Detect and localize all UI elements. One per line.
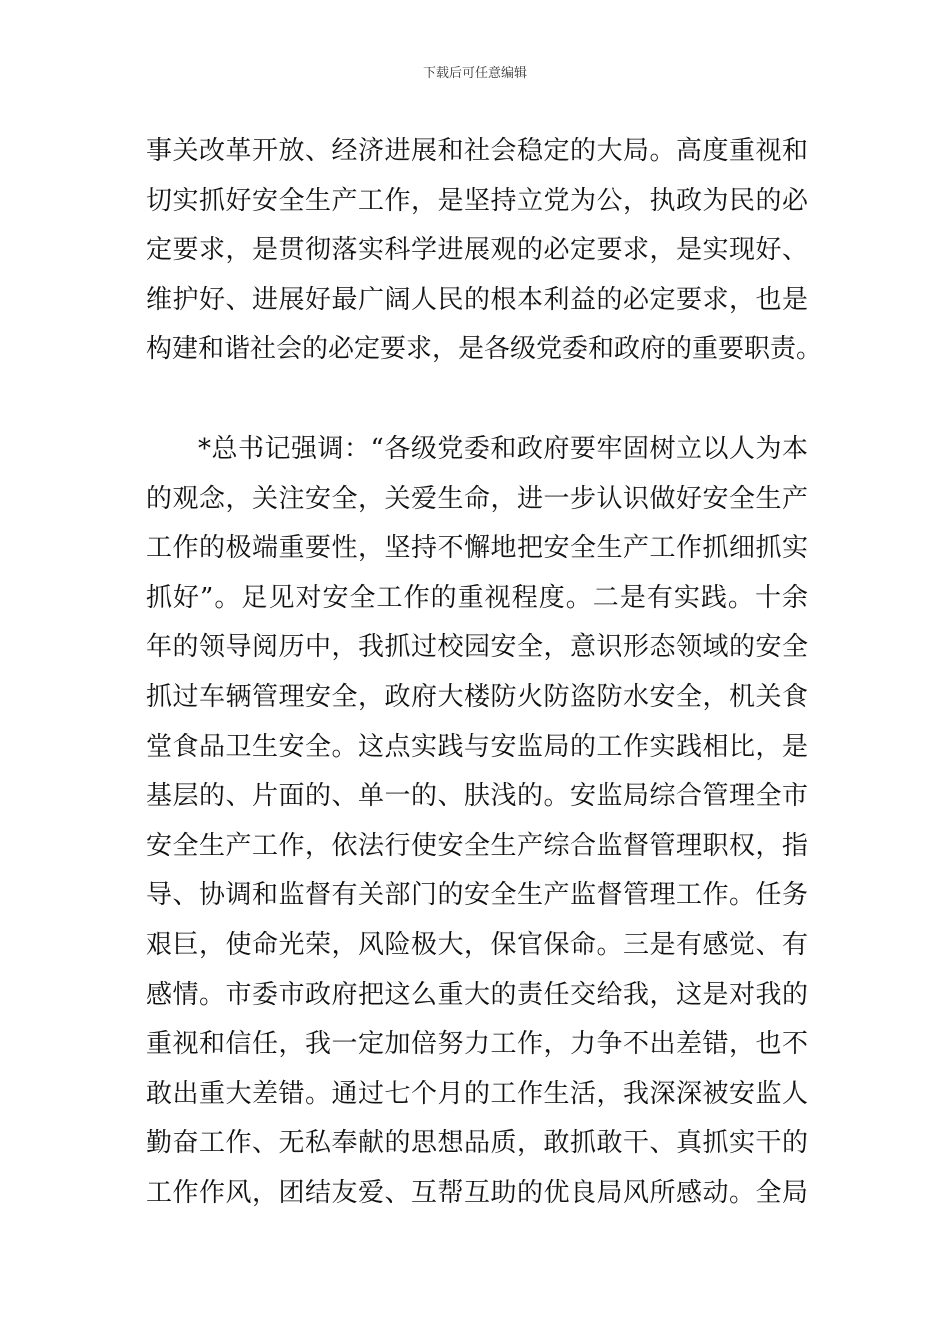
paragraph-2 [146, 425, 808, 1219]
text-line: *总书记强调：“各级党委和政府要牢固树立以人为本 [198, 433, 808, 464]
text-line: 感情。市委市政府把这么重大的责任交给我，这是对我的 [146, 979, 808, 1010]
text-line: 抓过车辆管理安全，政府大楼防火防盗防水安全，机关食 [146, 681, 808, 712]
text-line: 工作的极端重要性，坚持不懈地把安全生产工作抓细抓实 [146, 533, 808, 564]
text-line: 勤奋工作、无私奉献的思想品质，敢抓敢干、真抓实干的 [146, 1128, 808, 1159]
text-line: 的观念，关注安全，关爱生命，进一步认识做好安全生产 [146, 483, 808, 514]
text-line: 堂食品卫生安全。这点实践与安监局的工作实践相比，是 [146, 731, 808, 762]
text-line: 抓好”。足见对安全工作的重视程度。二是有实践。十余 [146, 582, 808, 613]
document-body [146, 127, 823, 1218]
text-line: 敢出重大差错。通过七个月的工作生活，我深深被安监人 [146, 1078, 808, 1109]
text-line: 安全生产工作，依法行使安全生产综合监督管理职权，指 [146, 830, 808, 861]
text-line: 导、协调和监督有关部门的安全生产监督管理工作。任务 [146, 880, 808, 911]
text-line: 年的领导阅历中，我抓过校园安全，意识形态领域的安全 [146, 632, 808, 663]
text-line: 事关改革开放、经济进展和社会稳定的大局。高度重视和 [146, 136, 808, 166]
text-line: 重视和信任，我一定加倍努力工作，力争不出差错，也不 [146, 1029, 808, 1060]
text-line: 工作作风，团结友爱、互帮互助的优良局风所感动。全局 [146, 1177, 808, 1208]
text-line: 定要求，是贯彻落实科学进展观的必定要求，是实现好、 [146, 235, 808, 266]
text-line: 基层的、片面的、单一的、肤浅的。安监局综合管理全市 [146, 781, 808, 812]
text-line: 维护好、进展好最广阔人民的根本利益的必定要求，也是 [146, 284, 808, 315]
text-line: 构建和谐社会的必定要求，是各级党委和政府的重要职责。 [146, 334, 823, 365]
paragraph-1 [146, 127, 823, 375]
paragraph-spacer [146, 375, 808, 425]
page-header: 下载后可任意编辑 [422, 66, 527, 81]
text-line: 切实抓好安全生产工作，是坚持立党为公，执政为民的必 [146, 185, 808, 216]
text-line: 艰巨，使命光荣，风险极大，保官保命。三是有感觉、有 [146, 929, 808, 960]
